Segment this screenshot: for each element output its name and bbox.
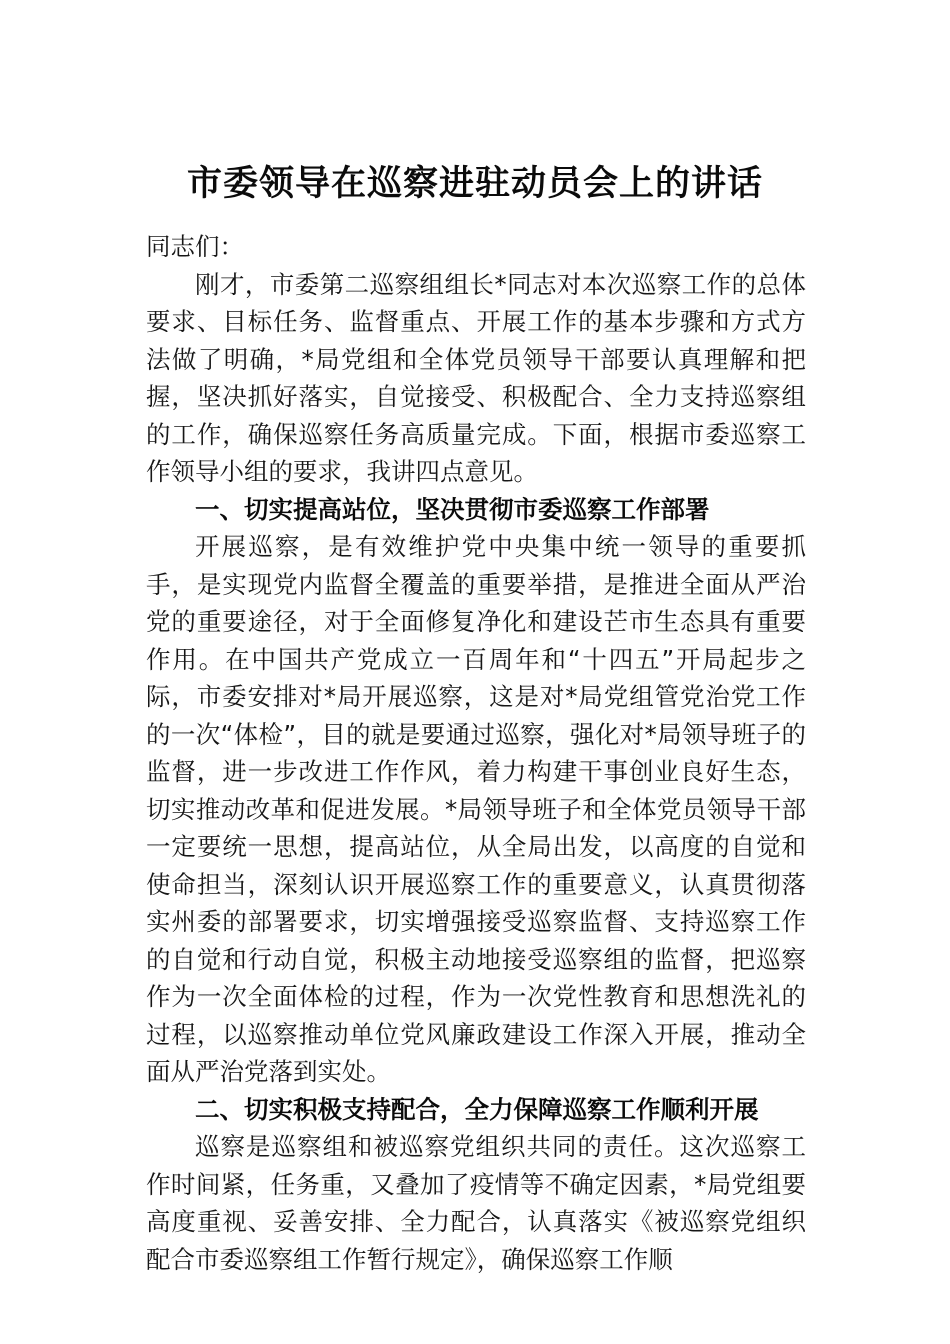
paragraph-section-1: 开展巡察，是有效维护党中央集中统一领导的重要抓手，是实现党内监督全覆盖的重要举措，是推进全面从严治党的重要途径，对于全面修复净化和建设芒市生态具有重要作用。在中国共产党成立一百周年和“十四五”开局起步之际，市委安排对*局开展巡察，这是对*局党组管党治党工作的一次“体检”，目的就是要通过巡察，强化对*局领导班子的监督，进一步改进工作作风，着力构建干事创业良好生态，切实推动改革和促进发展。*局领导班子和全体党员领导干部一定要统一思想，提高站位，从全局出发，以高度的自觉和使命担当，深刻认识开展巡察工作的重要意义，认真贯彻落实州委的部署要求，切实增强接受巡察监督、支持巡察工作的自觉和行动自觉，积极主动地接受巡察组的监督，把巡察作为一次全面体检的过程，作为一次党性教育和思想洗礼的过程，以巡察推动单位党风廉政建设工作深入开展，推动全面从严治党落到实处。 bbox=[146, 532, 806, 1086]
paragraph-intro: 刚才，市委第二巡察组组长*同志对本次巡察工作的总体要求、目标任务、监督重点、开展工作的基本步骤和方式方法做了明确，*局党组和全体党员领导干部要认真理解和把握，坚决抓好落实，自觉接受、积极配合、全力支持巡察组的工作，确保巡察任务高质量完成。下面，根据市委巡察工作领导小组的要求，我讲四点意见。 bbox=[146, 269, 806, 486]
document-title: 市委领导在巡察进驻动员会上的讲话 bbox=[186, 163, 763, 204]
document-body bbox=[146, 228, 806, 1278]
section-heading-1: 一、切实提高站位，坚决贯彻市委巡察工作部署 bbox=[195, 494, 710, 524]
salutation: 同志们： bbox=[146, 232, 244, 261]
section-heading-2: 二、切实积极支持配合，全力保障巡察工作顺利开展 bbox=[195, 1094, 759, 1124]
paragraph-section-2: 巡察是巡察组和被巡察党组织共同的责任。这次巡察工作时间紧，任务重，又叠加了疫情等不确定因素，*局党组要高度重视、妥善安排、全力配合，认真落实《被巡察党组织配合市委巡察组工作暂行规定》，确保巡察工作顺 bbox=[146, 1132, 806, 1274]
